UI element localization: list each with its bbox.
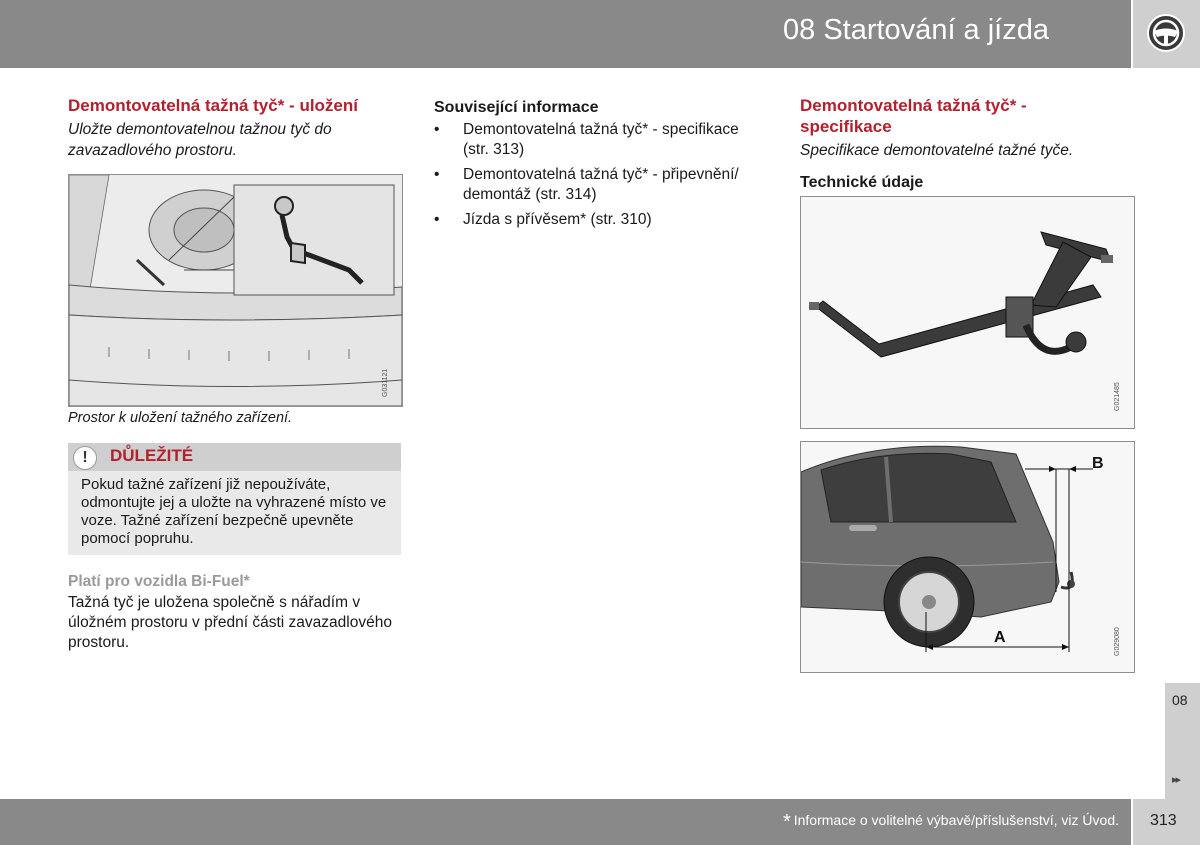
- towbar-illustration: [801, 197, 1134, 428]
- section-intro-storage: Uložte demontovatelnou tažnou tyč do zavazadlového prostoru.: [68, 121, 332, 159]
- important-title: DŮLEŽITÉ: [110, 446, 194, 465]
- figure-code: G031121: [382, 368, 389, 397]
- bifuel-text: Tažná tyč je uložena společně s nářadím v úložném prostoru v přední části zavazadlového prostoru.: [68, 594, 392, 651]
- footer-bar: [0, 799, 1131, 845]
- dimension-label-b: B: [1092, 455, 1104, 472]
- chapter-tab-number: 08: [1172, 692, 1188, 708]
- important-box: [68, 443, 401, 555]
- figure-storage: [68, 174, 403, 407]
- related-link[interactable]: • Demontovatelná tažná tyč* - specifikace (str. 313): [434, 121, 739, 158]
- section-title-specification: Demontovatelná tažná tyč* - specifikace: [800, 96, 1027, 136]
- column-storage: [68, 95, 401, 161]
- header-bar: [0, 0, 1131, 68]
- steering-wheel-icon: [1145, 12, 1187, 54]
- figure-car-dimensions: [800, 441, 1135, 673]
- footnote-star: *: [782, 811, 791, 833]
- page-number: 313: [1150, 812, 1177, 829]
- important-text: Pokud tažné zařízení již nepoužíváte, odmontujte jej a uložte na vyhrazené místo ve voze. Tažné zařízení bezpečně upevněte pomocí popruhu.: [81, 476, 387, 547]
- chapter-icon-box: [1133, 0, 1200, 68]
- section-intro-specification: Specifikace demontovatelné tažné tyče.: [800, 142, 1074, 159]
- footer-note: [783, 811, 1119, 834]
- page-number-box: [1133, 799, 1200, 845]
- chapter-title: 08 Startování a jízda: [783, 14, 1049, 46]
- column-related: [434, 97, 767, 235]
- related-info-list: [434, 120, 767, 230]
- car-dimension-illustration: [801, 442, 1134, 672]
- related-link[interactable]: • Jízda s přívěsem* (str. 310): [434, 211, 652, 228]
- related-info-title: Související informace: [434, 99, 599, 116]
- exclamation-icon: !: [73, 446, 97, 470]
- related-link[interactable]: • Demontovatelná tažná tyč* - připevnění/ demontáž (str. 314): [434, 166, 739, 203]
- figure-code: G021485: [1114, 382, 1121, 411]
- section-title-storage: Demontovatelná tažná tyč* - uložení: [68, 96, 358, 115]
- figure-towbar: [800, 196, 1135, 429]
- figure-caption: Prostor k uložení tažného zařízení.: [68, 410, 293, 426]
- column-specification: [800, 95, 1134, 193]
- double-arrow-right-icon[interactable]: ▸▸: [1172, 774, 1180, 786]
- trunk-illustration: [69, 175, 402, 406]
- footer-note-text: Informace o volitelné výbavě/příslušenství, viz Úvod.: [793, 812, 1119, 828]
- dimension-label-a: A: [994, 629, 1006, 646]
- bifuel-title: Platí pro vozidla Bi-Fuel*: [68, 573, 250, 590]
- figure-code: G029080: [1114, 627, 1121, 656]
- technical-data-title: Technické údaje: [800, 174, 924, 191]
- chapter-tab[interactable]: [1165, 683, 1200, 799]
- important-header: [68, 443, 401, 471]
